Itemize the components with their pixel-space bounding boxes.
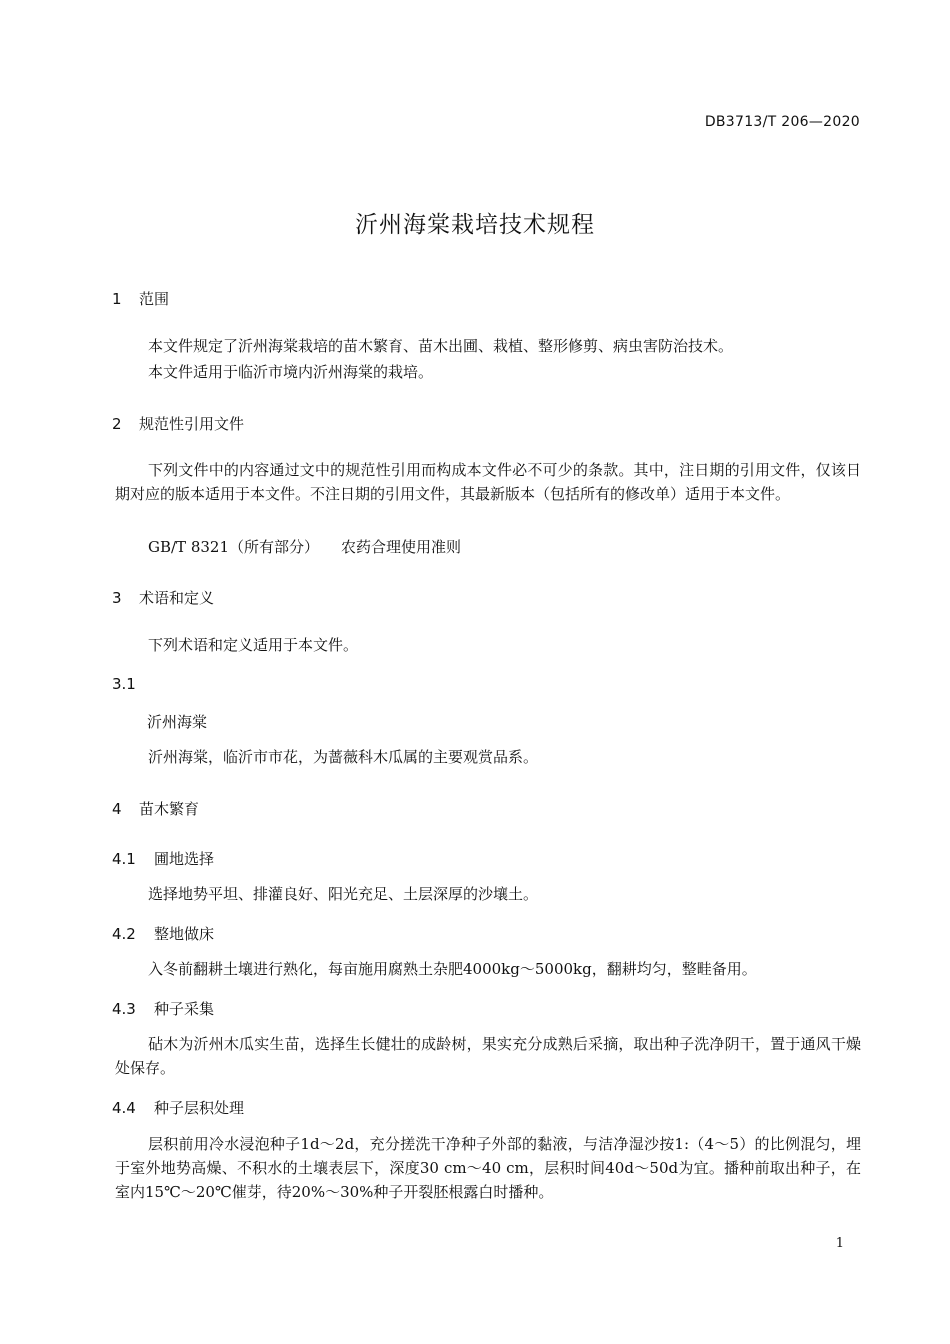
document-title: 沂州海棠栽培技术规程 xyxy=(355,212,595,238)
paragraph: 本文件适用于临沂市境内沂州海棠的栽培。 xyxy=(148,363,434,381)
section-title: 规范性引用文件 xyxy=(139,415,245,433)
section-title: 整地做床 xyxy=(154,925,215,943)
reference-code: GB/T 8321（所有部分） xyxy=(148,538,320,556)
section-title: 术语和定义 xyxy=(139,589,215,607)
section-title: 种子采集 xyxy=(154,1000,215,1018)
paragraph: 选择地势平坦、排灌良好、阳光充足、土层深厚的沙壤土。 xyxy=(148,885,539,903)
subsection-heading xyxy=(112,923,214,944)
section-number: 4.2 xyxy=(112,925,136,943)
paragraph: 层积前用冷水浸泡种子1d～2d，充分搓洗干净种子外部的黏液，与洁净湿沙按1:（4～5）的比例混匀，埋于室外地势高燥、不积水的土壤表层下，深度30 cm～40 cm，层积时间40d～50d为宜。播种前取出种子，在室内15℃～20℃催芽，待20%～30%种子开裂胚根露白时播种。 xyxy=(115,1135,861,1201)
paragraph: 砧木为沂州木瓜实生苗，选择生长健壮的成龄树，果实充分成熟后采摘，取出种子洗净阴干，置于通风干燥处保存。 xyxy=(115,1035,861,1077)
subsection-heading xyxy=(112,848,214,869)
term-number: 3.1 xyxy=(112,675,136,693)
section-number: 3 xyxy=(112,589,122,607)
paragraph: 下列文件中的内容通过文中的规范性引用而构成本文件必不可少的条款。其中，注日期的引用文件，仅该日期对应的版本适用于本文件。不注日期的引用文件，其最新版本（包括所有的修改单）适用于本文件。 xyxy=(115,461,861,503)
section-number: 1 xyxy=(112,290,122,308)
subsection-heading xyxy=(112,1097,244,1118)
section-title: 范围 xyxy=(139,290,170,308)
section-number: 4.4 xyxy=(112,1099,136,1117)
reference-name: 农药合理使用准则 xyxy=(341,538,462,556)
section-title: 种子层积处理 xyxy=(154,1099,245,1117)
standard-code: DB3713/T 206—2020 xyxy=(704,114,860,130)
section-number: 4 xyxy=(112,800,122,818)
paragraph: 沂州海棠，临沂市市花，为蔷薇科木瓜属的主要观赏品系。 xyxy=(148,748,539,766)
section-title: 苗木繁育 xyxy=(139,800,200,818)
paragraph: 下列术语和定义适用于本文件。 xyxy=(148,636,359,654)
section-number: 4.1 xyxy=(112,850,136,868)
section-heading xyxy=(112,288,169,309)
reference-entry xyxy=(148,536,461,557)
section-number: 4.3 xyxy=(112,1000,136,1018)
paragraph: 本文件规定了沂州海棠栽培的苗木繁育、苗木出圃、栽植、整形修剪、病虫害防治技术。 xyxy=(148,337,734,355)
paragraph: 入冬前翻耕土壤进行熟化，每亩施用腐熟土杂肥4000kg～5000kg，翻耕均匀，整畦备用。 xyxy=(148,960,757,978)
term-name: 沂州海棠 xyxy=(147,713,208,731)
section-heading xyxy=(112,587,214,608)
section-number: 2 xyxy=(112,415,122,433)
page-number: 1 xyxy=(835,1236,844,1251)
section-heading xyxy=(112,798,199,819)
section-title: 圃地选择 xyxy=(154,850,215,868)
subsection-heading xyxy=(112,998,214,1019)
section-heading xyxy=(112,413,244,434)
